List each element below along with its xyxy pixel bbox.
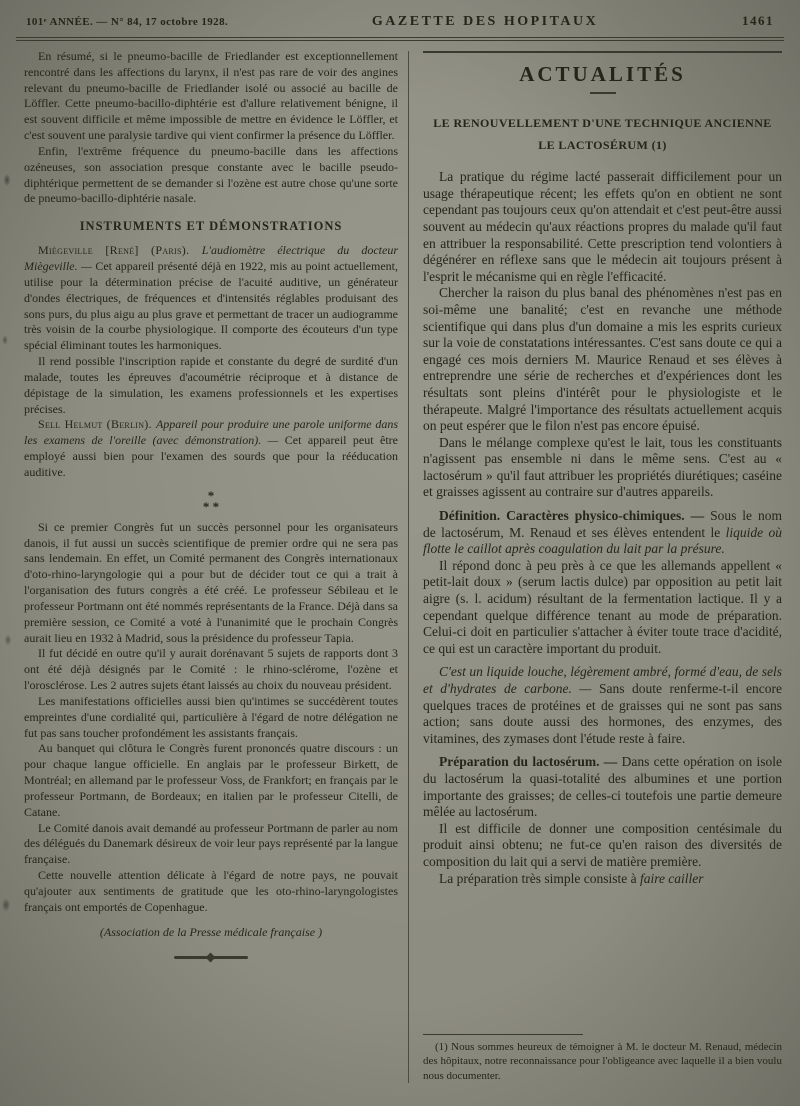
- paragraph-last-line: [423, 871, 782, 888]
- paragraph-preparation: [423, 754, 782, 820]
- article-heading: [429, 113, 776, 156]
- article-body: [423, 169, 782, 1028]
- entry-sell-title: Appareil pour produire une parole uniforme dans les examens de l'oreille (avec démonstration). —: [24, 417, 398, 448]
- page-number: 1461: [742, 13, 774, 28]
- liquide-rest: Sans doute renferme-t-il encore quelques traces de protéines et de graisses qui ne sont pas sans action; sans doute aussi des hormones, des enzymes, des vitamines, des zymases dont l'étude reste à faire.: [423, 681, 782, 746]
- actualites-dash: [590, 92, 616, 94]
- signature-association: (Association de la Presse médicale française ): [99, 924, 323, 939]
- preparation-lead: Préparation du lactosérum. —: [439, 754, 622, 770]
- paragraph-ozene: Enfin, l'extrême fréquence du pneumo-bacille dans les affections ozéneuses, son association presque constante avec le bacille pseudo-diphtérique permettent de se demander si l'ozène est autre chose qu'une sorte de pneumo-bacillo-diphtérie nasale.: [24, 143, 398, 206]
- paragraph-attention: Cette nouvelle attention délicate à l'égard de notre pays, ne pouvait qu'ajouter aux sentiments de gratitude que les oto-rhino-laryngologistes français ont emportés de Copenhague.: [24, 868, 398, 914]
- footnote-rule: [423, 1034, 583, 1035]
- right-column: [409, 49, 782, 1083]
- paragraph-congres: Si ce premier Congrès fut un succès personnel pour les organisateurs danois, il fut aussi un succès scientifique de premier ordre qui ne sera pas sans lendemain. En effet, un Comité permanent des Congrès internationaux d'oto-rhino-laryngologie qui a pour but de décider tout ce qui a trait à l'organisation des futurs congrès a été créé. Le professeur Sébileau et le professeur Portmann ont été nommés représentants de la France. Déjà dans sa première session, ce Comité a voté à l'unanimité que le prochain Congrès aurait lieu en 1932 à Madrid, sous la présidence du professeur Tapia.: [24, 519, 398, 645]
- journal-title: GAZETTE DES HOPITAUX: [371, 14, 599, 29]
- entry-miegeville: [24, 243, 398, 354]
- paragraph-manifestations: Les manifestations officielles aussi bien qu'intimes se succédèrent toutes empreintes d'une cordialité qui, particulière à l'égard de notre délégation ne fut pas sans toucher profondément les assistants français.: [24, 693, 398, 740]
- entry-sell-helmut: [24, 417, 398, 480]
- masthead: [0, 0, 800, 37]
- entry-miegeville-title: L'audiomètre électrique du docteur Miègeville. —: [24, 243, 398, 274]
- entry-miegeville-body: Cet appareil présenté déjà en 1922, mis au point actuellement, utilise pour la détermination précise de l'acuité auditive, un générateur d'ondes électriques, de fréquences et d'intensités réglables produisant des sons purs, du plus aigu au plus grave et permettant de tracer un audiogramme très voisin de la courbe physiologique. Il comporte des écouteurs d'un type spécial éliminant toutes les harmoniques.: [24, 259, 399, 353]
- asterism-top: *: [207, 487, 215, 503]
- paragraph-resume: En résumé, si le pneumo-bacille de Friedlander est exceptionnellement rencontré dans les affections du larynx, il n'est pas rare de voir des angines relevant du pneumo-bacille de Friedlander isolé ou associé au bacille de Löffler. Cette pneumo-bacillo-diphtérie est d'allure relativement bénigne, il est souvent difficile et même impossible de mettre en évidence le Löffler, et c'est souvent une paralysie tardive qui vient confirmer la présence du Löffler.: [24, 49, 398, 143]
- actualites-top-rule: [423, 51, 782, 53]
- footnote-block: [423, 1028, 782, 1083]
- paragraph-rapports: Il fut décidé en outre qu'il y aurait dorénavant 5 sujets de rapports dont 3 ont été déjà désignés par le Comité : le rhino-sclérome, l'ozène et l'orosclérose. Les 2 autres sujets étant laissés au choix du nouveau président.: [24, 646, 398, 693]
- actualites-title: ACTUALITÉS: [519, 62, 686, 86]
- entry-miegeville-name: Miégeville [René] (Paris).: [38, 243, 202, 258]
- definition-lead: Définition. Caractères physico-chimiques. —: [439, 508, 711, 524]
- liquide-em: C'est un liquide louche, légèrement ambré, formé d'eau, de sels et d'hydrates de carbone. —: [423, 664, 782, 696]
- last-line-em: faire cailler: [639, 870, 704, 886]
- entry-sell-body: Cet appareil peut être employé aussi bien pour l'examen des sourds que pour la rééducation auditive.: [24, 433, 398, 479]
- end-ornament-rule: [174, 956, 248, 959]
- paragraph-melange: Dans le mélange complexe qu'est le lait, tous les constituants n'agissent pas ensemble ni dans le même sens. C'est au « lactosérum » qu'il faut attribuer les propriétés diurétiques; caséine et graisses agissent au contraire sur d'autres appareils.: [423, 434, 782, 500]
- paragraph-comite-danois: Le Comité danois avait demandé au professeur Portmann de parler au nom des délégués du Danemark désireux de voir leur pays représenté par la langue française.: [24, 820, 398, 867]
- paragraph-difficile: Il est difficile de donner une composition centésimale du produit ainsi obtenu; ne fut-ce qu'en raison des diversités de composition du lait qui a servi de matière première.: [423, 820, 782, 869]
- asterism-bottom: * *: [202, 498, 220, 514]
- paragraph-liquide: [423, 664, 782, 747]
- paragraph-banquet: Au banquet qui clôtura le Congrès furent prononcés quatre discours : un pour chaque langue officielle. En anglais par le professeur Birkett, de Montréal; en allemand par le professeur Voss, de Frankfort; en français par le professeur Portmann, de Bordeaux; en italien par le professeur Citelli, de Catane.: [24, 741, 398, 819]
- article-heading-line1: LE RENOUVELLEMENT D'UNE TECHNIQUE ANCIENNE: [433, 116, 772, 130]
- article-heading-line2: LE LACTOSÉRUM (1): [538, 137, 667, 152]
- paragraph-repond: Il répond donc à peu près à ce que les allemands appellent « petit-lait doux » (serum lactis dulce) par opposition au petit lait aigre (s. l. acidum) résultant de la fermentation lactique. Il y a cependant quelque différence tenant au mode de préparation. Celui-ci doit en particulier s'attacher à éviter toute trace d'acidité, ce qui est un caractère important du produit.: [423, 557, 782, 656]
- left-column: [24, 49, 408, 1083]
- paragraph-chercher: Chercher la raison du plus banal des phénomènes n'est pas en soi-même une banalité; c'est en revanche une méthode scientifique qui dans plus d'un domaine a mis les esprits curieux sur la voie de constatations intéressantes. C'est sans doute ce qui a engagé ces mois derniers M. Maurice Renaud et ses élèves à entreprendre une série de recherches et d'expériences dont les résultats sont pleins d'intérêt pour le physiologiste et le thérapeute. Malgré l'importance des résultats actuellement acquis on peut espérer que le filon n'est pas encore épuisé.: [423, 285, 782, 434]
- issue-info: 101ᵉ ANNÉE. — N° 84, 17 octobre 1928.: [26, 16, 229, 28]
- entry-sell-name: Sell Helmut (Berlin).: [38, 417, 156, 432]
- paragraph-inscription: Il rend possible l'inscription rapide et constante du degré de surdité d'un malade, toutes les épreuves d'acoumétrie réciproque et à distance de dépistage de la simulation, les examens professionnels et les expertises précises.: [24, 354, 398, 416]
- preparation-rest: Dans cette opération on isole du lactosérum la quasi-totalité des albumines et une portion importante des graisses; de celles-ci toutefois une partie demeure mêlée au lactosérum.: [423, 754, 782, 820]
- paragraph-definition: [423, 508, 782, 558]
- footnote-text: (1) Nous sommes heureux de témoigner à M. le docteur M. Renaud, médecin des hôpitaux, notre reconnaissance pour l'obligeance avec laquelle il a bien voulu nous documenter.: [423, 1041, 782, 1082]
- columns: [0, 41, 800, 1083]
- definition-em: liquide où flotte le caillot après coagulation du lait par la présure.: [423, 524, 782, 557]
- paragraph-pratique: La pratique du régime lacté passerait difficilement pour un usage thérapeutique récent; les effets qu'on en obtient ne sont cependant pas toujours ceux qu'on attendait et c'est peut-être aussi souvent au médecin qu'aux réactions propres du malade qu'il faut en attribuer la responsabilité. Cette prescription tend volontiers à dégénérer en réflexe sans que le médecin ait toujours présent à l'esprit le mécanisme qui en règle l'efficacité.: [423, 169, 782, 284]
- asterism-separator: [24, 487, 398, 514]
- section-heading-instruments: INSTRUMENTS ET DÉMONSTRATIONS: [79, 219, 343, 234]
- definition-mid: Sous le nom de lactosérum, M. Renaud et ses élèves entendent le: [423, 508, 782, 540]
- last-line-plain: La préparation très simple consiste à: [439, 870, 640, 886]
